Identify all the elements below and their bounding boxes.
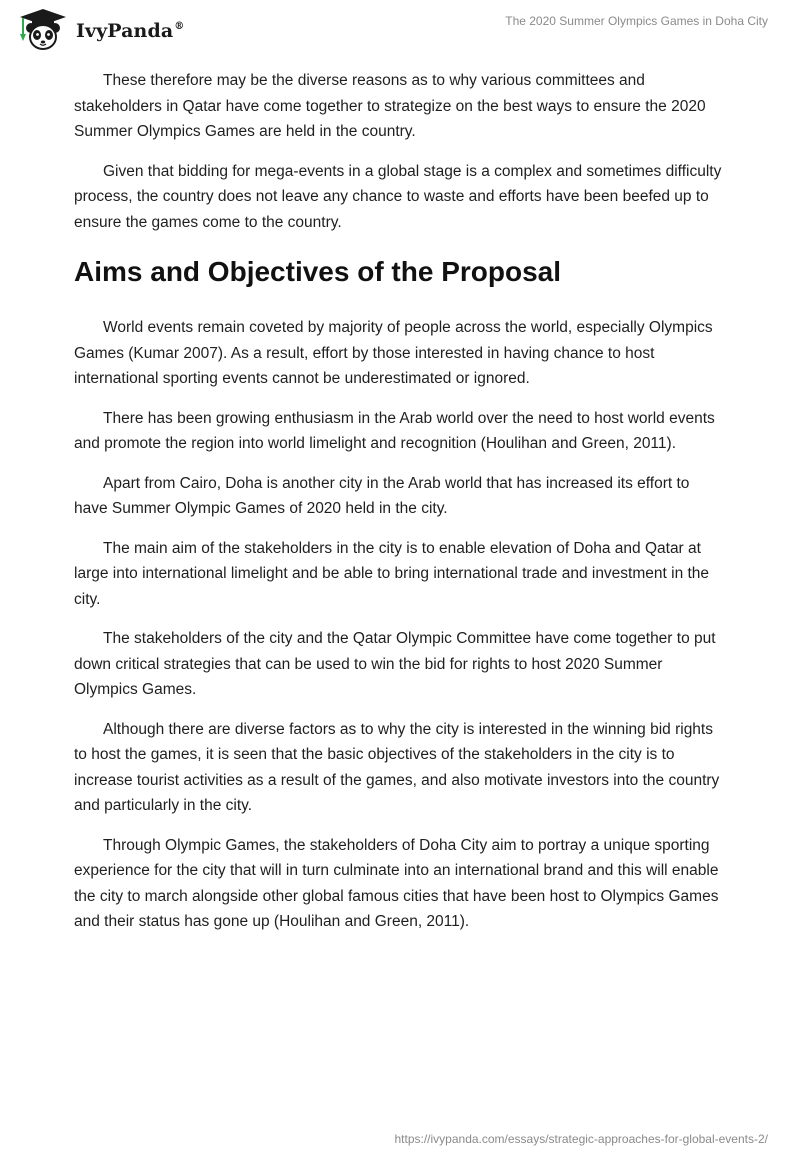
brand-name: IvyPanda® — [76, 20, 185, 42]
document-title: The 2020 Summer Olympics Games in Doha City — [505, 14, 768, 28]
paragraph: The stakeholders of the city and the Qatar Olympic Committee have come together to put down critical strategies that can be used to win the bid for rights to host 2020 Summer Olympics Games. — [74, 630, 716, 698]
paragraph: Through Olympic Games, the stakeholders of Doha City aim to portray a unique sporting experience for the city that will in turn culminate into an international brand and this will enable the city to march alongside other global famous cities that have been host to Olympics Games and their status has gone up (Houlihan and Green, 2011). — [74, 836, 719, 930]
paragraph: There has been growing enthusiasm in the Arab world over the need to host world events and promote the region into world limelight and recognition (Houlihan and Green, 2011). — [74, 409, 715, 452]
paragraph: These therefore may be the diverse reasons as to why various committees and stakeholders in Qatar have come together to strategize on the best ways to ensure the 2020 Summer Olympics Games are held in the country. — [74, 72, 706, 140]
paragraph: Given that bidding for mega-events in a global stage is a complex and sometimes difficulty process, the country does not leave any chance to waste and efforts have been beefed up to ensure the games come to the country. — [74, 162, 722, 231]
section-heading: Aims and Objectives of the Proposal — [74, 256, 562, 287]
panda-graduation-cap-icon — [14, 8, 72, 52]
ivypanda-logo[interactable] — [14, 8, 184, 52]
paragraph: Apart from Cairo, Doha is another city in the Arab world that has increased its effort to have Summer Olympic Games of 2020 held in the city. — [74, 474, 690, 517]
essay-content — [74, 68, 724, 949]
paragraph: World events remain coveted by majority of people across the world, especially Olympics Games (Kumar 2007). As a result, effort by those interested in having chance to host international sporting events cannot be underestimated or ignored. — [74, 319, 713, 387]
registered-mark: ® — [174, 21, 185, 32]
page-header — [0, 0, 800, 64]
paragraph: The main aim of the stakeholders in the city is to enable elevation of Doha and Qatar at large into international limelight and be able to bring international trade and investment in the city. — [74, 539, 710, 608]
paragraph: Although there are diverse factors as to why the city is interested in the winning bid rights to host the games, it is seen that the basic objectives of the stakeholders in the city is to increase tourist activities as a result of the games, and also motivate investors into the country and particularly in the city. — [74, 720, 720, 814]
source-url-link[interactable]: https://ivypanda.com/essays/strategic-approaches-for-global-events-2/ — [394, 1132, 768, 1146]
